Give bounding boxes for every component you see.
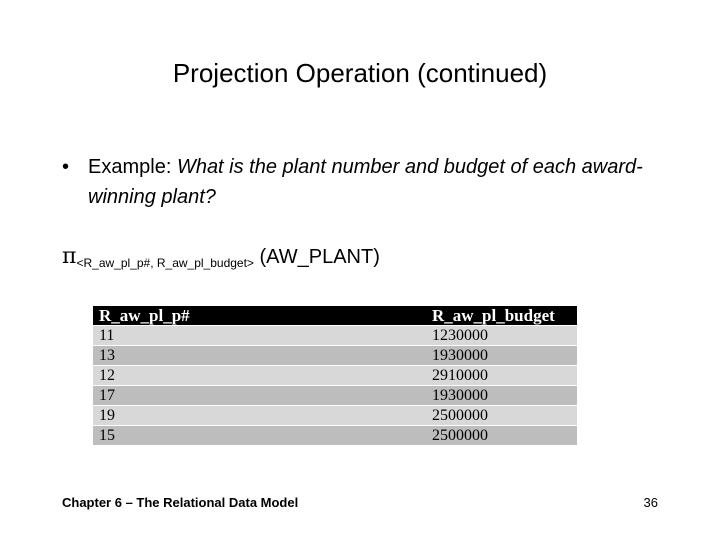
- bullet-lead: Example:: [88, 156, 172, 178]
- table-cell: 11: [93, 326, 432, 346]
- bullet-question: What is the plant number and budget of each award-winning plant?: [88, 156, 643, 208]
- table-cell: 13: [93, 346, 432, 366]
- table-cell: 2500000: [432, 426, 577, 446]
- table-row: [93, 406, 577, 426]
- bullet-text: [88, 152, 662, 212]
- bullet-marker: •: [62, 156, 70, 178]
- table-cell: 15: [93, 426, 432, 446]
- projection-expression: [62, 244, 380, 270]
- table-cell: 2910000: [432, 366, 577, 386]
- pi-symbol: π: [62, 244, 77, 269]
- footer-chapter: Chapter 6 – The Relational Data Model: [62, 495, 299, 510]
- slide-title: Projection Operation (continued): [172, 58, 548, 88]
- table-row: [93, 326, 577, 346]
- footer-page-number: 36: [643, 495, 658, 510]
- relation-name: (AW_PLANT): [259, 246, 380, 268]
- table-header-row: [93, 306, 577, 326]
- table-cell: 2500000: [432, 406, 577, 426]
- result-table: [93, 306, 577, 446]
- table-cell: 1930000: [432, 386, 577, 406]
- table-cell: 17: [93, 386, 432, 406]
- column-header: R_aw_pl_p#: [93, 306, 432, 326]
- table-cell: 1230000: [432, 326, 577, 346]
- table-row: [93, 346, 577, 366]
- projection-attributes: <R_aw_pl_p#, R_aw_pl_budget>: [76, 256, 254, 270]
- column-header: R_aw_pl_budget: [432, 306, 577, 326]
- table-row: [93, 366, 577, 386]
- table-row: [93, 386, 577, 406]
- table-row: [93, 426, 577, 446]
- table-cell: 12: [93, 366, 432, 386]
- table-cell: 1930000: [432, 346, 577, 366]
- example-bullet: [62, 152, 662, 212]
- table-cell: 19: [93, 406, 432, 426]
